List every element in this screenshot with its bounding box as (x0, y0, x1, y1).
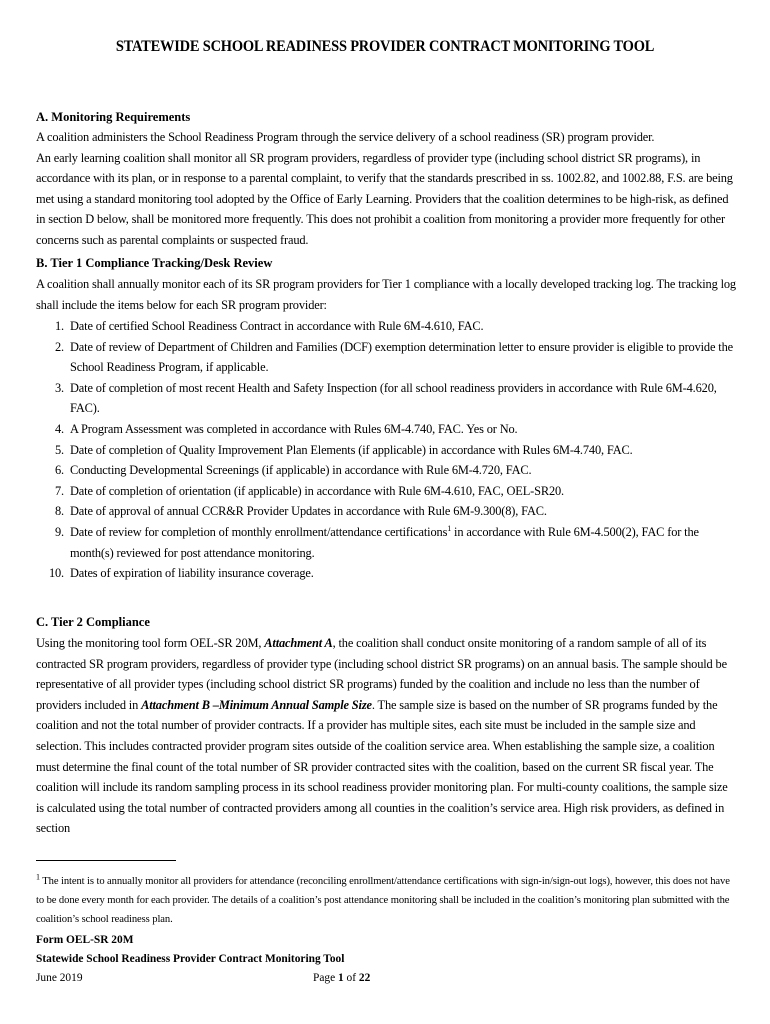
list-item: 3. Date of completion of most recent Health and Safety Inspection (for all school readiness providers in accordance with Rule 6M-4.620, FAC). (55, 380, 717, 416)
page-number: Page 1 of 22 (313, 972, 371, 984)
list-item: 1. Date of certified School Readiness Contract in accordance with Rule 6M-4.610, FAC. (55, 319, 484, 333)
attachment-b-reference: Attachment B –Minimum Annual Sample Size (141, 697, 372, 712)
footer-tool-name: Statewide School Readiness Provider Contract Monitoring Tool (36, 953, 345, 965)
footnote-separator (36, 860, 176, 861)
section-a-heading: A. Monitoring Requirements (36, 110, 191, 124)
list-item: 8. Date of approval of annual CCR&R Provider Updates in accordance with Rule 6M-9.300(8), FAC. (55, 504, 547, 519)
list-item: 10. Dates of expiration of liability insurance coverage. (48, 566, 314, 581)
list-item: 7. Date of completion of orientation (if applicable) in accordance with Rule 6M-4.610, FAC, OEL-SR20. (55, 483, 564, 498)
section-c-body: Using the monitoring tool form OEL-SR 20M, Attachment A, the coalition shall conduct onsite monitoring of a random sample of all of its contracted SR program providers, regardless of provider type (including school district SR programs) on an annual basis. The sample should be representative of all provider types (including school district SR programs) funded by the coalition and include no less than the number of providers included in Attachment B –Minimum Annual Sample Size. The sample size is based on the number of SR programs funded by the coalition and not the total number of provider contracts. If a provider has multiple sites, each site must be included in the sample size and selection. This includes contracted provider program sites outside of the coalition service area. When establishing the sample size, a coalition must determine the final count of the total number of SR provider contracted sites with the coalition, based on the current SR fiscal year. The coalition will include its random sampling process in its school readiness provider monitoring plan. For multi-county coalitions, the sample size is calculated using the total number of contracted providers among all counties in the coalition’s service area. High risk providers, as defined in section (36, 636, 728, 836)
footnote-reference[interactable]: 1 (447, 523, 452, 533)
section-a-body (36, 127, 736, 251)
section-a-paragraph-1: A coalition administers the School Readiness Program through the service delivery of a school readiness (SR) program provider. (36, 130, 655, 144)
section-c-heading: C. Tier 2 Compliance (36, 615, 150, 629)
list-item: 2. Date of review of Department of Children and Families (DCF) exemption determination letter to ensure provider is eligible to provide the School Readiness Program, if applicable. (55, 339, 733, 375)
section-b-heading: B. Tier 1 Compliance Tracking/Desk Review (36, 256, 273, 270)
list-item: 9. Date of review for completion of monthly enrollment/attendance certifications$^1$ in accordance with Rule 6M-4.500(2), FAC for the month(s) reviewed for post attendance monitoring. (55, 523, 699, 560)
list-item: 6. Conducting Developmental Screenings (if applicable) in accordance with Rule 6M-4.720, FAC. (55, 463, 532, 478)
footer-date: June 2019 (36, 972, 83, 984)
document-title: STATEWIDE SCHOOL READINESS PROVIDER CONTRACT MONITORING TOOL (115, 38, 655, 55)
section-b-intro: A coalition shall annually monitor each of its SR program providers for Tier 1 compliance with a locally developed tracking log. The tracking log shall include the items below for each SR program provider: (36, 277, 736, 312)
footer-form-id: Form OEL-SR 20M (36, 934, 134, 946)
tier1-item-list (36, 316, 736, 584)
list-item: 5. Date of completion of Quality Improvement Plan Elements (if applicable) in accordance with Rules 6M-4.740, FAC. (55, 442, 633, 457)
footnote: $^1$ The intent is to annually monitor all providers for attendance (reconciling enrollment/attendance certifications with sign-in/sign-out logs), however, this does not have to be done every month for each provider. The details of a coalition’s post attendance monitoring shall be included in the coalition’s monitoring plan submitted with the coalition’s school readiness plan. (36, 872, 730, 925)
attachment-a-reference: Attachment A (264, 636, 333, 650)
section-a-paragraph-2: An early learning coalition shall monitor all SR program providers, regardless of provider type (including school district SR programs), in accordance with its plan, or in response to a parental complaint, to verify that the standards prescribed in ss. 1002.82, and 1002.88, F.S. are being met using a standard monitoring tool adopted by the Office of Early Learning. Providers that the coalition determines to be high-risk, as defined in section D below, shall be monitored more frequently. This does not prohibit a coalition from monitoring a provider more frequently for other concerns such as parental complaints or suspected fraud. (36, 150, 733, 247)
footnote-mark: 1 (36, 872, 40, 882)
list-item: 4. A Program Assessment was completed in accordance with Rules 6M-4.740, FAC. Yes or No. (55, 421, 518, 436)
